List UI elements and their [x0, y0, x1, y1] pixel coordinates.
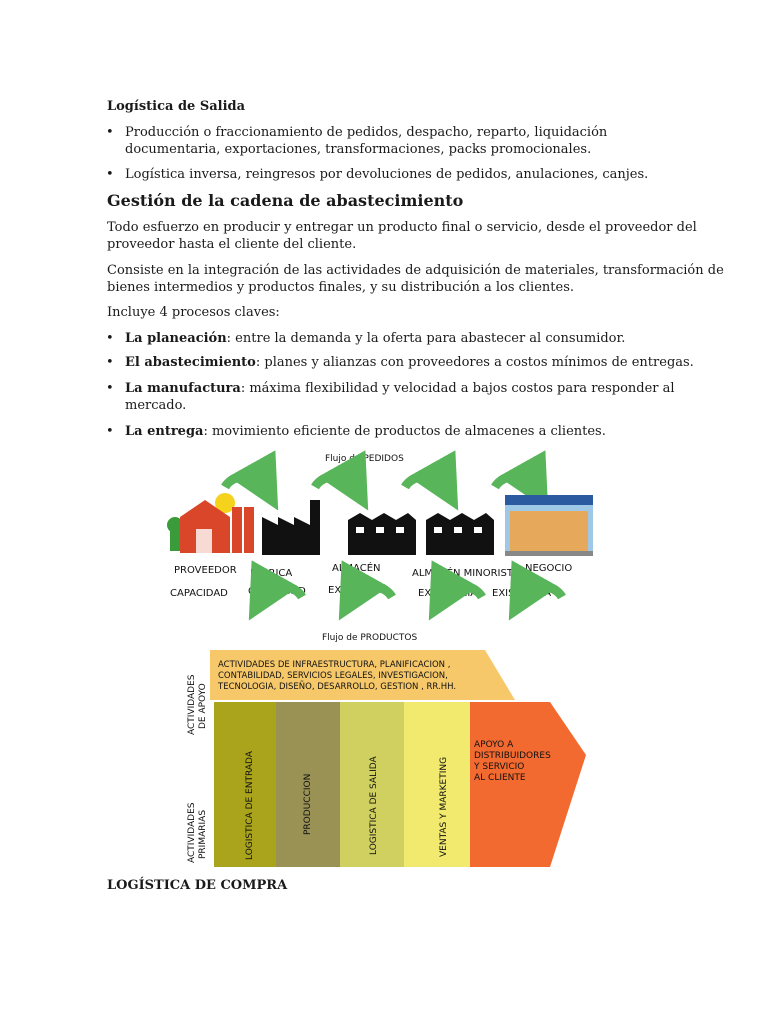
term: La manufactura [125, 381, 241, 396]
list-item: • La planeación: entre la demanda y la oferta para abastecer al consumidor. [106, 331, 626, 346]
arrow-icon [405, 476, 445, 487]
primarias-label: ACTIVIDADES PRIMARIAS [187, 802, 208, 863]
arrow-icon [495, 476, 535, 487]
label-existencia: EXISTENCIÁ [328, 585, 388, 596]
heading-gestion-cadena: Gestión de la cadena de abastecimiento [107, 191, 464, 210]
paragraph-2 [107, 262, 724, 296]
warehouse-icon [348, 513, 416, 555]
paragraph-line: bienes intermedios y productos finales, y su distribución a los clientes. [107, 280, 575, 295]
desc-continued: mercado. [125, 398, 187, 413]
label-capacidad: CAPACIDAD [248, 586, 306, 597]
column-label: PRODUCCION [303, 773, 313, 835]
desc: : movimiento eficiente de productos de almacenes a clientes. [203, 424, 606, 439]
label-existencia: EXISTENCIA [492, 588, 552, 599]
label-almacen: ALMACÉN [332, 563, 381, 574]
bullet-text-continued: documentaria, exportaciones, transformaciones, packs promocionales. [125, 142, 592, 157]
bullet-text: Producción o fraccionamiento de pedidos, despacho, reparto, liquidación [125, 125, 608, 140]
warehouse-retail-icon [426, 513, 494, 555]
list-item: • El abastecimiento: planes y alianzas con proveedores a costos mínimos de entregas. [106, 355, 694, 370]
desc: : planes y alianzas con proveedores a costos mínimos de entregas. [255, 355, 694, 370]
bullet-text: Logística inversa, reingresos por devoluciones de pedidos, anulaciones, canjes. [125, 167, 649, 182]
barn-icon [167, 493, 254, 553]
label-capacidad: CAPACIDAD [170, 588, 228, 599]
desc: : máxima flexibilidad y velocidad a bajos costos para responder al [240, 381, 675, 396]
label-almacen-minorista: ALMACÉN MINORISTA [412, 568, 520, 579]
paragraph-3: Incluye 4 procesos claves: [107, 305, 280, 320]
term: La entrega [125, 424, 204, 439]
list-item: • La entrega: movimiento eficiente de productos de almacenes a clientes. [106, 424, 606, 439]
list-item: • La manufactura: máxima flexibilidad y velocidad a bajos costos para responder al mercado. [106, 381, 675, 413]
paragraph-line: Todo esfuerzo en producir y entregar un producto final o servicio, desde el proveedor del [107, 220, 697, 235]
column-apoyo-distribuidores [470, 702, 586, 867]
column-label: LOGISTICA DE ENTRADA [245, 751, 255, 860]
supply-chain-diagram [160, 445, 600, 645]
label-existencia: EXISTENCIA [418, 588, 478, 599]
list-item: • Producción o fraccionamiento de pedidos, despacho, reparto, liquidación documentaria, exportaciones, transformaciones, packs promocionales. [106, 125, 608, 157]
arrow-icon [225, 476, 265, 487]
value-chain-diagram [180, 645, 600, 870]
label-proveedor: PROVEEDOR [174, 565, 237, 576]
flujo-productos-label: Flujo de PRODUCTOS [322, 633, 418, 643]
heading-logistica-compra: LOGÍSTICA DE COMPRA [107, 878, 288, 893]
term: La planeación [125, 331, 227, 346]
paragraph-line: proveedor hasta el cliente del cliente. [107, 237, 357, 252]
desc: : entre la demanda y la oferta para abastecer al consumidor. [226, 331, 626, 346]
column-label: LOGISTICA DE SALIDA [369, 756, 379, 855]
column-label: VENTAS Y MARKETING [439, 756, 449, 857]
apoyo-label: ACTIVIDADES DE APOYO [187, 674, 208, 735]
factory-icon [262, 500, 320, 555]
paragraph-1 [107, 219, 697, 253]
label-negocio: NEGOCIO [525, 563, 573, 574]
arrow-icon [315, 476, 355, 487]
term: El abastecimiento [125, 355, 256, 370]
store-icon [505, 495, 593, 556]
flujo-pedidos-label: Flujo de PEDIDOS [325, 454, 404, 464]
apoyo-text: ACTIVIDADES DE INFRAESTRUCTURA, PLANIFICACION , CONTABILIDAD, SERVICIOS LEGALES, INVESTIGACION, TECNOLOGIA, DISEÑO, DESARROLLO, GESTION , RR.HH. [218, 660, 457, 692]
apoyo-distribuidores-text: APOYO A DISTRIBUIDORES Y SERVICIO AL CLIENTE [474, 740, 551, 783]
paragraph-line: Consiste en la integración de las actividades de adquisición de materiales, transformación de [107, 263, 724, 278]
label-fabrica: FABRICA [250, 568, 293, 579]
column-ventas-marketing [404, 702, 470, 867]
list-item: • Logística inversa, reingresos por devoluciones de pedidos, anulaciones, canjes. [106, 167, 649, 182]
heading-logistica-salida: Logística de Salida [107, 99, 246, 114]
